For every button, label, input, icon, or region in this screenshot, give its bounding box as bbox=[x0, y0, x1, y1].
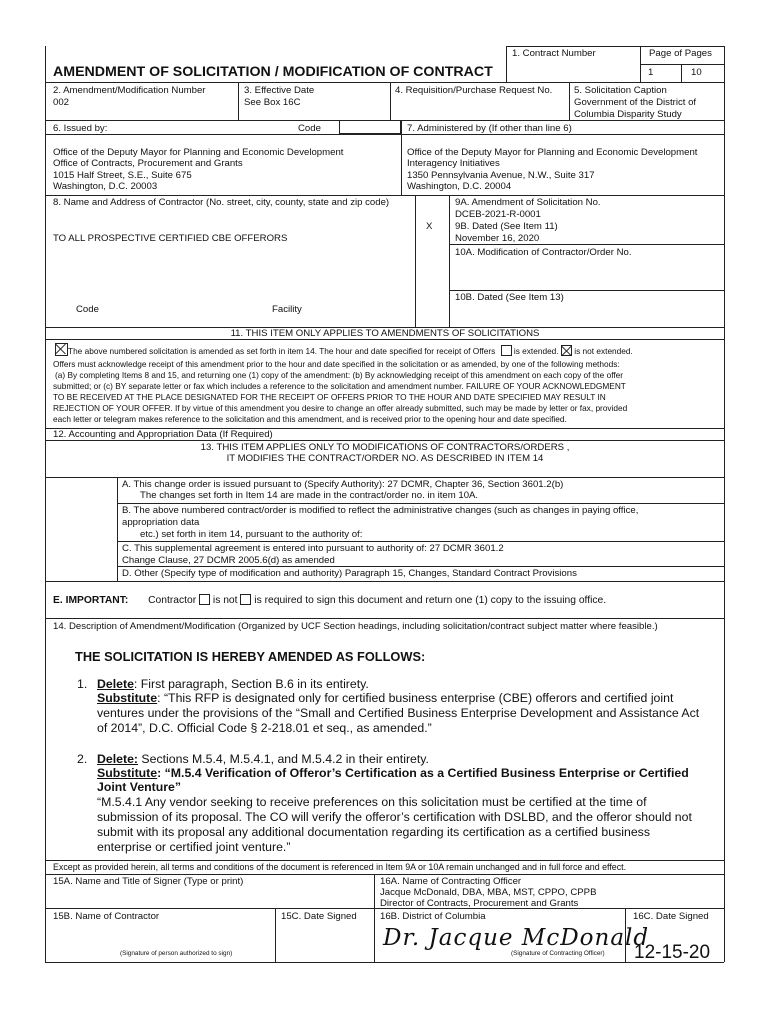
item-10a-label: 10A. Modification of Contractor/Order No. bbox=[455, 247, 632, 258]
item-1-line-3: of 2014”, D.C. Official Code § 2-218.01 et seq., as amended.” bbox=[97, 721, 432, 735]
administered-by-line-1: Office of the Deputy Mayor for Planning and Economic Development bbox=[407, 147, 698, 158]
caption-line-2: Columbia Disparity Study bbox=[574, 109, 682, 120]
contractor-code-label: Code bbox=[76, 304, 99, 315]
officer-signature: Dr. Jacque McDonald bbox=[383, 925, 650, 951]
item-2-delete: Delete: Sections M.5.4, M.5.4.1, and M.5.4.2 in their entirety. bbox=[97, 752, 429, 766]
item-13-a-2: The changes set forth in Item 14 are made in the contract/order no. in item 10A. bbox=[140, 490, 479, 501]
contracting-officer-name: Jacque McDonald, DBA, MBA, MST, CPPO, CPPB bbox=[380, 887, 597, 898]
signer-name-label: 15A. Name and Title of Signer (Type or print) bbox=[53, 876, 244, 887]
item-13-heading-1: 13. THIS ITEM APPLIES ONLY TO MODIFICATIONS OF CONTRACTORS/ORDERS , bbox=[200, 442, 570, 453]
contractor-label: 8. Name and Address of Contractor (No. street, city, county, state and zip code) bbox=[53, 197, 390, 208]
item-2-line-5: submit with its proposal any additional documentation regarding its certification as a certified business bbox=[97, 825, 650, 839]
important-rest: is required to sign this document and return one (1) copy to the issuing office. bbox=[254, 595, 607, 606]
item-13-b-3: etc.) set forth in item 14, pursuant to the authority of: bbox=[140, 529, 363, 540]
amendment-number-label: 2. Amendment/Modification Number bbox=[53, 85, 206, 96]
administered-by-line-3: 1350 Pennsylvania Avenue, N.W., Suite 317 bbox=[407, 170, 595, 181]
administered-by-label: 7. Administered by (If other than line 6) bbox=[407, 123, 572, 134]
item-9b-label: 9B. Dated (See Item 11) bbox=[455, 221, 558, 232]
item-14-label: 14. Description of Amendment/Modification (Organized by UCF Section headings, including solicitation/contract subject matter where feasible.) bbox=[53, 621, 658, 632]
form-title: AMENDMENT OF SOLICITATION / MODIFICATION OF CONTRACT bbox=[53, 64, 493, 80]
is-extended-label: is extended. bbox=[513, 346, 559, 356]
item-1-delete: Delete: First paragraph, Section B.6 in its entirety. bbox=[97, 677, 369, 691]
effective-date: See Box 16C bbox=[244, 97, 301, 108]
item-13-d-1: D. Other (Specify type of modification and authority) Paragraph 15, Changes, Standard Contract Provisions bbox=[122, 568, 577, 579]
item-13-heading-2: IT MODIFIES THE CONTRACT/ORDER NO. AS DESCRIBED IN ITEM 14 bbox=[226, 453, 544, 464]
item-11-heading: 11. THIS ITEM ONLY APPLIES TO AMENDMENTS OF SOLICITATIONS bbox=[230, 328, 540, 339]
item-1-number: 1. bbox=[77, 677, 88, 691]
officer-date-signed: 12-15-20 bbox=[634, 942, 711, 963]
issued-by-line-3: 1015 Half Street, S.E., Suite 675 bbox=[53, 170, 192, 181]
item-2-line-4: submission of its proposal. The CO will verify the offeror’s certification with DSLBD, and the offeror should not bbox=[97, 810, 692, 824]
amended-checkbox[interactable] bbox=[55, 343, 68, 356]
is-required-checkbox[interactable] bbox=[240, 594, 251, 605]
is-not-extended-label: is not extended. bbox=[574, 346, 633, 356]
item-10b-label: 10B. Dated (See Item 13) bbox=[455, 292, 564, 303]
is-not-checkbox[interactable] bbox=[199, 594, 210, 605]
contractor-date-label: 15C. Date Signed bbox=[281, 911, 357, 922]
item-2-line-6: enterprise or certified joint venture.” bbox=[97, 840, 291, 854]
item-11-line-4: submitted; or (c) BY separate letter or fax which includes a reference to the solicitation and amendment number. FAILURE OF YOUR ACKNOWLEDGMENT bbox=[53, 381, 626, 391]
contracting-officer-title: Director of Contracts, Procurement and Grants bbox=[380, 898, 579, 909]
item-13-c-1: C. This supplemental agreement is entered into pursuant to authority of: 27 DCMR 3601.2 bbox=[122, 543, 504, 554]
total-pages: 10 bbox=[691, 67, 702, 78]
item-11-line-2: Offers must acknowledge receipt of this amendment prior to the hour and date specified in the solicitation or as amended, by one of the following methods: bbox=[53, 359, 620, 369]
issued-by-code-label: Code bbox=[298, 123, 321, 134]
item-11-line-5: TO BE RECEIVED AT THE PLACE DESIGNATED FOR THE RECEIPT OF OFFERS PRIOR TO THE HOUR AND DATE SPECIFIED MAY RESULT IN bbox=[53, 392, 606, 402]
item-11-line-7: each letter or telegram makes reference to the solicitation and this amendment, and is received prior to the opening hour and date specified. bbox=[53, 414, 567, 424]
page-of-pages-label: Page of Pages bbox=[649, 48, 712, 59]
item-1-substitute: Substitute: “This RFP is designated only for certified business enterprise (CBE) offerors and certified joint bbox=[97, 691, 674, 705]
item-2-substitute: Substitute: “M.5.4 Verification of Offeror’s Certification as a Certified Business Enterprise or Certified bbox=[97, 766, 689, 780]
contracting-officer-label: 16A. Name of Contracting Officer bbox=[380, 876, 522, 887]
item-12-label: 12. Accounting and Appropriation Data (If Required) bbox=[53, 429, 273, 440]
administered-by-line-2: Interagency Initiatives bbox=[407, 158, 500, 169]
extended-checkbox[interactable] bbox=[501, 345, 512, 356]
caption-label: 5. Solicitation Caption bbox=[574, 85, 667, 96]
item-13-c-2: Change Clause, 27 DCMR 2005.6(d) as amended bbox=[122, 555, 335, 566]
issued-by-line-4: Washington, D.C. 20003 bbox=[53, 181, 158, 192]
item-11-line-6: REJECTION OF YOUR OFFER. If by virtue of this amendment you desire to change an offer already submitted, such may be made by letter or fax, provided bbox=[53, 403, 628, 413]
important-row bbox=[53, 594, 606, 607]
page-number: 1 bbox=[648, 67, 654, 78]
contractor-name: TO ALL PROSPECTIVE CERTIFIED CBE OFFERORS bbox=[53, 233, 288, 244]
item-9a-value: DCEB-2021-R-0001 bbox=[455, 209, 541, 220]
administered-by-line-4: Washington, D.C. 20004 bbox=[407, 181, 512, 192]
issued-by-line-2: Office of Contracts, Procurement and Grants bbox=[53, 158, 243, 169]
amendment-heading: THE SOLICITATION IS HEREBY AMENDED AS FOLLOWS: bbox=[75, 649, 426, 664]
important-contractor: Contractor bbox=[148, 595, 197, 606]
item-9b-value: November 16, 2020 bbox=[455, 233, 540, 244]
requisition-label: 4. Requisition/Purchase Request No. bbox=[395, 85, 553, 96]
item-11-line-3: (a) By completing Items 8 and 15, and returning one (1) copy of the amendment: (b) By acknowledging receipt of this amendment on each copy of the offer bbox=[55, 370, 624, 380]
effective-date-label: 3. Effective Date bbox=[244, 85, 315, 96]
contractor-name-label: 15B. Name of Contractor bbox=[53, 911, 160, 922]
not-extended-checkbox[interactable] bbox=[561, 345, 572, 356]
caption-line-1: Government of the District of bbox=[574, 97, 697, 108]
issued-by-label: 6. Issued by: bbox=[53, 123, 108, 134]
facility-label: Facility bbox=[272, 304, 302, 315]
item-13-b-2: appropriation data bbox=[122, 517, 200, 528]
item-2-line-2: Joint Venture” bbox=[97, 780, 182, 794]
amendment-check-mark[interactable]: X bbox=[426, 221, 433, 232]
item-9a-label: 9A. Amendment of Solicitation No. bbox=[455, 197, 601, 208]
officer-signature-caption: (Signature of Contracting Officer) bbox=[511, 950, 605, 957]
item-2-line-3: “M.5.4.1 Any vendor seeking to receive preferences on this solicitation must be certified at the time of bbox=[97, 795, 647, 809]
except-provided-text: Except as provided herein, all terms and conditions of the document is referenced in Item 9A or 10A remain unchanged and in full force and effect. bbox=[53, 862, 627, 872]
important-is-not: is not bbox=[212, 595, 238, 606]
officer-date-label: 16C. Date Signed bbox=[633, 911, 709, 922]
contractor-signature-caption: (Signature of person authorized to sign) bbox=[120, 950, 233, 957]
item-13-b-1: B. The above numbered contract/order is modified to reflect the administrative changes (such as changes in paying office, bbox=[122, 505, 639, 516]
item-13-a-1: A. This change order is issued pursuant to (Specify Authority): 27 DCMR, Chapter 36, Section 3601.2(b) bbox=[122, 479, 564, 490]
item-2-number: 2. bbox=[77, 752, 88, 766]
district-label: 16B. District of Columbia bbox=[380, 911, 486, 922]
contract-number-label: 1. Contract Number bbox=[512, 48, 596, 59]
amendment-number: 002 bbox=[53, 97, 70, 108]
item-1-line-2: ventures under the provisions of the “Small and Certified Business Enterprise Development and Assistance Act bbox=[97, 706, 700, 720]
important-label: E. IMPORTANT: bbox=[53, 595, 129, 606]
item-11-line-1: The above numbered solicitation is amended as set forth in item 14. The hour and date specified for receipt of Offers is extended. is not extended. bbox=[55, 343, 633, 357]
issued-by-line-1: Office of the Deputy Mayor for Planning and Economic Development bbox=[53, 147, 344, 158]
